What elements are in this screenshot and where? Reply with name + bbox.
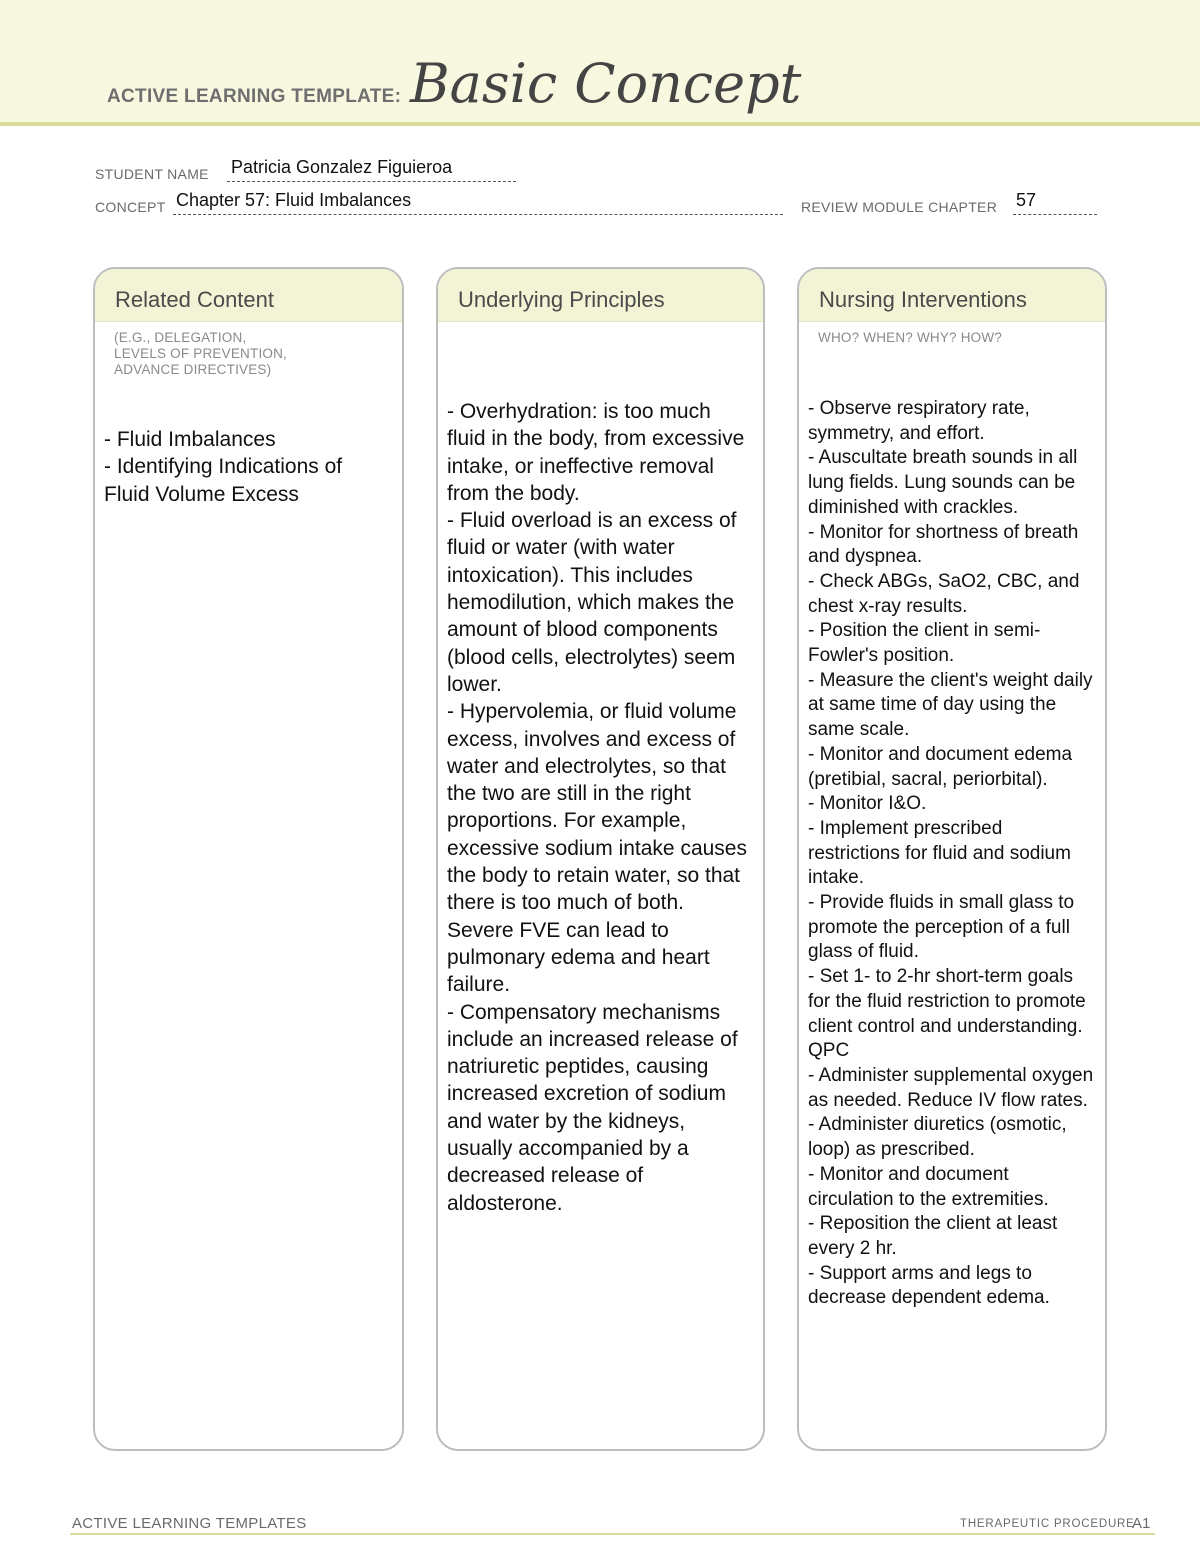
nursing-interventions-header [799, 269, 1105, 322]
related-content-text[interactable] [104, 426, 382, 508]
text-line: - Compensatory mechanisms include an increased release of natriuretic peptides, causing increased excretion of sodium and water by the kidneys, usually accompanied by a decreased release of aldosterone. [447, 1000, 738, 1215]
text-line: - Check ABGs, SaO2, CBC, and chest x-ray results. [808, 570, 1080, 617]
text-line: - Implement prescribed restrictions for fluid and sodium intake. [808, 817, 1071, 889]
footer-title: ACTIVE LEARNING TEMPLATES [72, 1515, 307, 1532]
text-line: - Support arms and legs to decrease dependent edema. [808, 1262, 1050, 1309]
text-line: - Monitor and document circulation to the extremities. [808, 1163, 1049, 1210]
text-line: - Position the client in semi-Fowler's position. [808, 620, 1041, 667]
text-line: - Fluid overload is an excess of fluid or water (with water intoxication). This includes hemodilution, which makes the amount of blood components (blood cells, electrolytes) seem lower. [447, 509, 737, 696]
footer-section: THERAPEUTIC PROCEDURE [960, 1518, 1135, 1530]
footer-divider [70, 1533, 1155, 1535]
text-line: - Monitor for shortness of breath and dyspnea. [808, 521, 1079, 568]
concept-field[interactable]: Chapter 57: Fluid Imbalances [176, 190, 412, 210]
review-chapter-label: REVIEW MODULE CHAPTER [801, 199, 998, 215]
student-name-label: STUDENT NAME [95, 166, 209, 182]
page-number: A1 [1132, 1515, 1151, 1532]
header-divider [0, 122, 1200, 126]
text-line: - Fluid Imbalances [104, 428, 276, 451]
nursing-interventions-text[interactable] [808, 397, 1097, 1311]
text-line: Severe FVE can lead to pulmonary edema and heart failure. [447, 918, 710, 997]
text-line: - Monitor and document edema (pretibial, sacral, periorbital). [808, 743, 1073, 790]
text-line: - Measure the client's weight daily at same time of day using the same scale. [808, 669, 1093, 741]
text-line: - Administer supplemental oxygen as needed. Reduce IV flow rates. [808, 1064, 1094, 1111]
review-chapter-field[interactable]: 57 [1016, 190, 1037, 210]
text-line: - Provide fluids in small glass to promote the perception of a full glass of fluid. [808, 892, 1075, 963]
text-line: - Hypervolemia, or fluid volume excess, involves and excess of water and electrolytes, so that the two are still in the right proportions. For example, excessive sodium intake causes the body to retain water, so that there is too much of both. [447, 700, 747, 915]
text-line: - Overhydration: is too much fluid in the body, from excessive intake, or ineffective removal from the body. [447, 400, 745, 505]
text-line: - Monitor I&O. [808, 793, 927, 815]
nursing-interventions-box [797, 267, 1107, 1451]
related-content-box [93, 267, 404, 1451]
underlying-principles-text[interactable] [447, 398, 755, 1217]
text-line: - Administer diuretics (osmotic, loop) as prescribed. [808, 1114, 1067, 1161]
nursing-interventions-subtitle: WHO? WHEN? WHY? HOW? [818, 330, 1003, 345]
underlying-principles-title: Underlying Principles [458, 287, 665, 312]
underlying-principles-header [438, 269, 763, 322]
student-name-field[interactable]: Patricia Gonzalez Figuieroa [231, 157, 453, 177]
related-content-subtitle: (E.G., DELEGATION, LEVELS OF PREVENTION, ADVANCE DIRECTIVES) [114, 330, 287, 377]
text-line: - Observe respiratory rate, symmetry, and effort. [808, 398, 1030, 444]
nursing-interventions-title: Nursing Interventions [819, 287, 1027, 312]
related-content-header [95, 269, 402, 322]
text-line: - Reposition the client at least every 2 hr. [808, 1213, 1058, 1259]
text-line: - Identifying Indications of Fluid Volume Excess [104, 455, 343, 506]
text-line: - Auscultate breath sounds in all lung fields. Lung sounds can be diminished with crackles. [808, 447, 1078, 518]
concept-label: CONCEPT [95, 199, 166, 215]
template-title: Basic Concept [410, 52, 802, 115]
related-content-title: Related Content [115, 287, 274, 312]
underlying-principles-box [436, 267, 765, 1451]
template-label: ACTIVE LEARNING TEMPLATE: [107, 86, 402, 107]
text-line: - Set 1- to 2-hr short-term goals for the fluid restriction to promote client control and understanding. QPC [808, 966, 1086, 1062]
